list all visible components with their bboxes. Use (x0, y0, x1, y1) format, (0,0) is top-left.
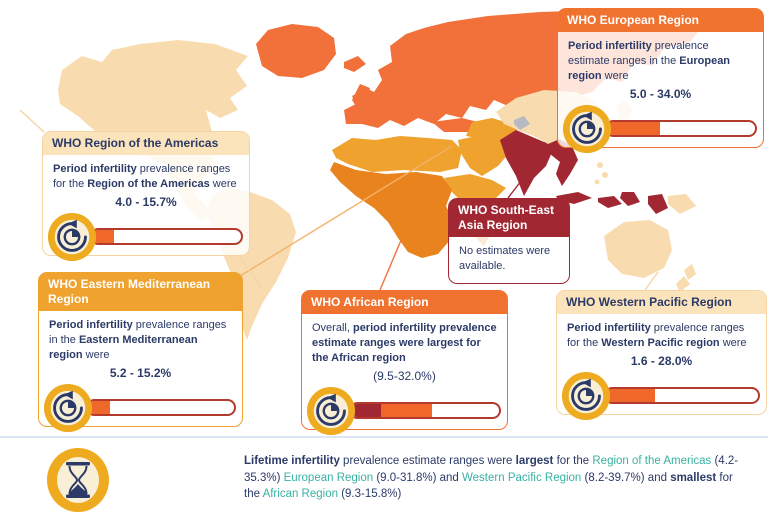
callout-body (302, 314, 507, 429)
callout-region-of-the-americas (42, 131, 250, 256)
callout-eastern-mediterranean-region (38, 272, 243, 427)
callout-african-region (301, 290, 508, 430)
text-segment: period infertility prevalence estimate ranges were largest for the African region (312, 322, 497, 364)
callout-body (558, 32, 763, 147)
callout-text (49, 318, 232, 363)
text-segment: were (601, 69, 629, 82)
period-time-icon (562, 104, 612, 154)
text-segment: smallest (670, 471, 717, 484)
gauge (561, 371, 762, 421)
prevalence-bar (90, 228, 243, 245)
callout-text (312, 321, 497, 366)
text-segment: were (719, 336, 747, 349)
text-segment: Western Pacific region (601, 336, 720, 349)
text-segment: prevalence ranges for the (53, 163, 231, 190)
text-segment: Period infertility (53, 163, 137, 175)
callout-title: WHO Region of the Americas (43, 132, 249, 155)
prevalence-bar (349, 402, 501, 419)
hourglass-icon (46, 447, 110, 513)
callout-title: WHO African Region (302, 291, 507, 314)
text-segment: Eastern Mediterranean region (49, 333, 198, 361)
gauge (43, 383, 238, 433)
text-segment: Region of the Americas (592, 455, 712, 467)
period-time-icon (561, 371, 611, 421)
prevalence-range: 5.2 - 15.2% (109, 365, 172, 380)
callout-european-region (557, 8, 764, 148)
period-time-icon (306, 386, 356, 436)
text-segment: prevalence estimate ranges were (339, 455, 516, 467)
text-segment: Western Pacific Region (462, 471, 582, 484)
text-segment: European Region (283, 471, 374, 484)
prevalence-range: (9.5-32.0%) (373, 368, 436, 383)
callout-title: WHO Eastern Mediterranean Region (39, 273, 242, 311)
text-segment: largest (515, 455, 554, 467)
bar-fill-orange (607, 122, 660, 135)
callout-text (53, 162, 239, 192)
bar-fill-orange (606, 389, 655, 402)
text-segment: Period infertility (567, 322, 651, 334)
prevalence-bar (604, 387, 760, 404)
text-segment: were (82, 348, 110, 361)
footnote-text (244, 453, 749, 503)
text-segment: (9.3-15.8%) (338, 488, 402, 501)
bar-fill-orange (381, 404, 433, 417)
callout-body (43, 155, 249, 255)
prevalence-range: 1.6 - 28.0% (630, 353, 693, 368)
text-segment: prevalence ranges for the (567, 322, 745, 349)
prevalence-range: 4.0 - 15.7% (115, 194, 177, 209)
text-segment: for the (553, 455, 593, 467)
text-segment: were (209, 177, 237, 190)
text-segment: European region (568, 54, 731, 82)
gauge (562, 104, 759, 154)
callout-western-pacific-region (556, 290, 767, 415)
callout-south-east-asia-region (448, 198, 570, 284)
text-segment: prevalence estimate ranges in the (568, 40, 709, 67)
text-segment: African Region (262, 488, 338, 501)
text-segment: Region of the Americas (87, 177, 210, 190)
text-segment: No estimates were available. (459, 245, 551, 272)
callout-body (557, 314, 766, 414)
text-segment: prevalence ranges in the (49, 319, 227, 346)
prevalence-bar (86, 399, 236, 416)
prevalence-bar (605, 120, 757, 137)
text-segment: Period infertility (49, 319, 133, 331)
text-segment: (8.2-39.7%) and (581, 471, 671, 484)
callout-text (568, 39, 753, 84)
text-segment: Period infertility (568, 40, 652, 52)
text-segment: (4.2-35.3%) (244, 455, 739, 484)
gauge (306, 386, 503, 436)
callout-title: WHO South-East Asia Region (449, 199, 569, 237)
callout-body (39, 311, 242, 426)
gauge (47, 212, 245, 262)
lifetime-infertility-footnote (0, 436, 768, 520)
text-segment: Lifetime infertility (244, 455, 340, 467)
callout-body (449, 237, 569, 283)
period-time-icon (47, 212, 97, 262)
text-segment: (9.0-31.8%) and (373, 471, 463, 484)
callout-title: WHO European Region (558, 9, 763, 32)
text-segment: for the (244, 471, 733, 501)
text-segment: Overall, (312, 322, 353, 334)
callout-text (567, 321, 756, 351)
prevalence-range: 5.0 - 34.0% (629, 86, 692, 101)
callout-text (459, 244, 559, 274)
period-time-icon (43, 383, 93, 433)
callout-title: WHO Western Pacific Region (557, 291, 766, 314)
